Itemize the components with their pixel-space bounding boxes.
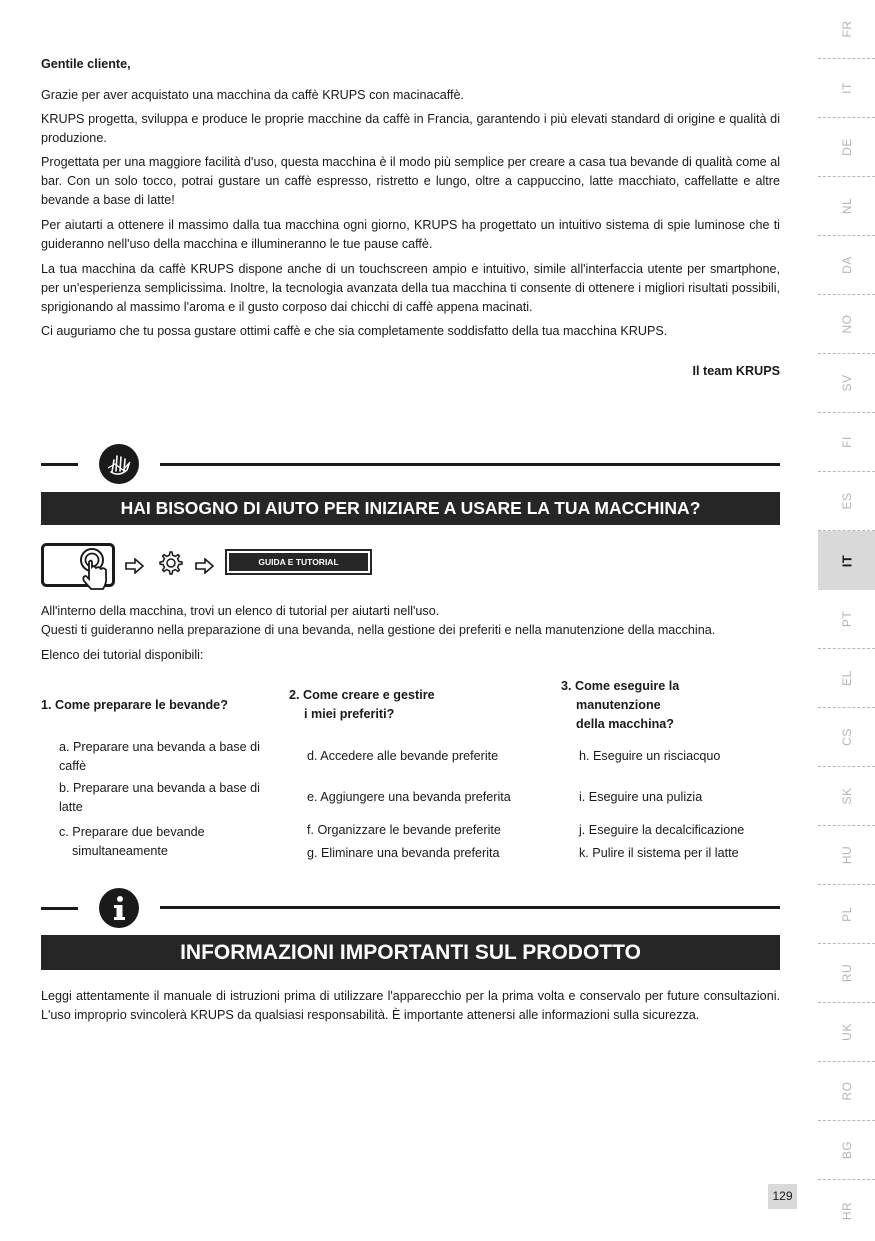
column-3-heading-line-2: manutenzione — [576, 697, 661, 712]
greeting: Gentile cliente, — [41, 57, 131, 71]
lang-tab-pt[interactable]: PT — [818, 590, 875, 649]
intro-paragraph-3: Progettata per una maggiore facilità d'uso, questa macchina è il modo più semplice per creare a casa tua bevande di qualità come al bar. Con un solo tocco, potrai gustare un caffè espresso, ristretto e lungo, oltre a cappuccino, latte macchiato, caffellatte e altre bevande a base di latte! — [41, 155, 780, 207]
tutorial-item-h[interactable]: h. Eseguire un risciacquo — [579, 749, 721, 763]
tutorial-item-a-line-2: caffè — [59, 758, 87, 773]
column-3-heading — [561, 677, 679, 733]
lang-tab-el[interactable]: EL — [818, 649, 875, 708]
intro-paragraph-2: KRUPS progetta, sviluppa e produce le proprie macchine da caffè in Francia, garantendo i più elevati standard di origine e qualità di produzione. — [41, 112, 780, 145]
hand-icon-glyph — [99, 444, 139, 484]
tutorial-item-b[interactable] — [59, 779, 279, 817]
tutorial-item-c-line-2: simultaneamente — [72, 843, 168, 858]
column-1-heading: 1. Come preparare le bevande? — [41, 698, 228, 712]
section-rule-left — [41, 463, 78, 466]
intro-paragraph-6: Ci auguriamo che tu possa gustare ottimi caffè e che sia completamente soddisfatto della tua macchina KRUPS. — [41, 324, 668, 338]
lang-tab-fi[interactable]: FI — [818, 413, 875, 472]
language-tabs — [818, 0, 875, 1241]
lang-tab-no[interactable]: NO — [818, 295, 875, 354]
help-banner: HAI BISOGNO DI AIUTO PER INIZIARE A USARE LA TUA MACCHINA? — [41, 492, 780, 525]
tutorial-item-b-line-1: b. Preparare una bevanda a base di — [59, 781, 260, 795]
section-rule-right — [160, 463, 780, 466]
tutorial-item-i[interactable]: i. Eseguire una pulizia — [579, 790, 703, 804]
tutorial-item-k[interactable]: k. Pulire il sistema per il latte — [579, 846, 739, 860]
info-icon-glyph — [99, 888, 139, 928]
page-number: 129 — [768, 1184, 797, 1209]
column-2-heading-line-1: 2. Come creare e gestire — [289, 688, 435, 702]
tutorial-item-d[interactable]: d. Accedere alle bevande preferite — [307, 749, 499, 763]
info-text: Leggi attentamente il manuale di istruzioni prima di utilizzare l'apparecchio per la prima volta e conservalo per future consultazioni. L'uso improprio svincolerà KRUPS da qualsiasi responsabilità. È importante attenersi alle informazioni sulla sicurezza. — [41, 989, 780, 1022]
lang-tab-nl[interactable]: NL — [818, 177, 875, 236]
lang-tab-hu[interactable]: HU — [818, 826, 875, 885]
signature: Il team KRUPS — [692, 364, 780, 378]
tutorial-item-c-line-1: c. Preparare due bevande — [59, 825, 205, 839]
lang-tab-ru[interactable]: RU — [818, 944, 875, 1003]
intro-paragraph-5: La tua macchina da caffè KRUPS dispone anche di un touchscreen ampio e intuitivo, simile all'interfaccia utente per smartphone, per un'esperienza semplicissima. Inoltre, la tecnologia avanzata della tua macchina ti consente di ottenere i migliori risultati possibili, sprigionando al massimo l'aroma e il gusto corposo dai chicchi di caffè appena macinati. — [41, 262, 780, 314]
gear-icon — [156, 549, 184, 577]
lang-tab-es[interactable]: ES — [818, 472, 875, 531]
arrow-right-icon — [125, 558, 145, 574]
lang-tab-hr[interactable]: HR — [839, 1201, 854, 1220]
info-rule-left — [41, 907, 78, 910]
tutorial-item-f[interactable]: f. Organizzare le bevande preferite — [307, 823, 501, 837]
tutorial-item-j[interactable]: j. Eseguire la decalcificazione — [579, 823, 745, 837]
guide-tutorial-button[interactable]: GUIDA E TUTORIAL — [226, 550, 371, 574]
help-text-2: Questi ti guideranno nella preparazione di una bevanda, nella gestione dei preferiti e nella manutenzione della macchina. — [41, 623, 716, 637]
info-banner: INFORMAZIONI IMPORTANTI SUL PRODOTTO — [41, 935, 780, 970]
touchscreen-icon — [41, 543, 115, 587]
info-rule-right — [160, 906, 780, 909]
tutorial-list-label: Elenco dei tutorial disponibili: — [41, 648, 204, 662]
tutorial-item-c[interactable] — [59, 823, 279, 861]
intro-paragraph-1: Grazie per aver acquistato una macchina da caffè KRUPS con macinacaffè. — [41, 88, 465, 102]
hand-icon — [99, 444, 139, 484]
lang-tab-cs[interactable]: CS — [818, 708, 875, 767]
lang-tab-da[interactable]: DA — [818, 236, 875, 295]
help-text-1: All'interno della macchina, trovi un elenco di tutorial per aiutarti nell'uso. — [41, 604, 440, 618]
lang-tab-sk[interactable]: SK — [818, 767, 875, 826]
lang-tab-pl[interactable]: PL — [818, 885, 875, 944]
lang-tab-uk[interactable]: UK — [818, 1003, 875, 1062]
lang-tab-sv[interactable]: SV — [818, 354, 875, 413]
info-icon — [99, 888, 139, 928]
lang-tab-de[interactable]: DE — [818, 118, 875, 177]
intro-paragraph-4: Per aiutarti a ottenere il massimo dalla tua macchina ogni giorno, KRUPS ha progettato un intuitivo sistema di spie luminose che ti guideranno nell'uso della macchina e illumineranno le tue pause caffè. — [41, 218, 780, 251]
tutorial-item-a[interactable] — [59, 738, 279, 776]
tutorial-item-b-line-2: latte — [59, 799, 83, 814]
arrow-right-icon-2 — [195, 558, 215, 574]
column-2-heading — [289, 686, 435, 724]
tutorial-item-e[interactable]: e. Aggiungere una bevanda preferita — [307, 790, 511, 804]
lang-tab-it[interactable]: IT — [818, 59, 875, 118]
column-2-heading-line-2: i miei preferiti? — [304, 706, 395, 721]
column-3-heading-line-3: della macchina? — [576, 716, 674, 731]
tutorial-item-a-line-1: a. Preparare una bevanda a base di — [59, 740, 260, 754]
lang-tab-fr[interactable]: FR — [818, 0, 875, 59]
column-3-heading-line-1: 3. Come eseguire la — [561, 679, 680, 693]
lang-tab-bg[interactable]: BG — [818, 1121, 875, 1180]
tutorial-item-g[interactable]: g. Eliminare una bevanda preferita — [307, 846, 500, 860]
lang-tab-ro[interactable]: RO — [818, 1062, 875, 1121]
lang-tab-it-active[interactable]: IT — [818, 531, 875, 590]
